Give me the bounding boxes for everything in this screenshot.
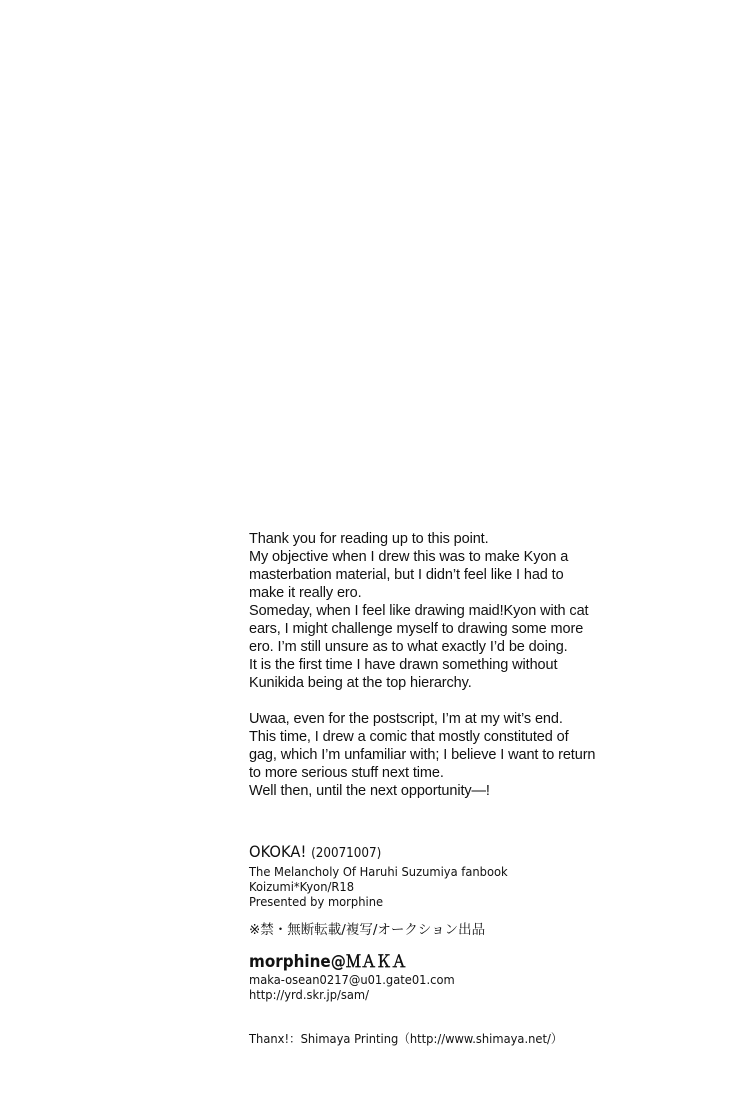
afterword-line: ero. I’m still unsure as to what exactly I’d be doing.: [249, 639, 568, 655]
colophon-title-line: [249, 842, 691, 864]
book-pairing: Koizumi*Kyon/R18: [249, 879, 355, 894]
publication-date: (20071007): [311, 846, 382, 861]
afterword-line: masterbation material, but I didn’t feel like I had to: [249, 567, 564, 583]
afterword-line: This time, I drew a comic that mostly constituted of: [249, 729, 569, 745]
afterword-paragraph-1: [249, 530, 729, 692]
contact-email: maka-osean0217@u01.gate01.com: [249, 972, 455, 987]
book-subtitle: The Melancholy Of Haruhi Suzumiya fanbook: [249, 864, 508, 879]
afterword-line: ears, I might challenge myself to drawing some more: [249, 621, 584, 637]
presented-by: Presented by morphine: [249, 894, 384, 909]
afterword-paragraph-2: [249, 710, 729, 800]
reprint-prohibition-notice: ※禁・無断転載/複写/オークション出品: [249, 922, 486, 938]
afterword-line: Kunikida being at the top hierarchy.: [249, 675, 472, 691]
afterword: [249, 530, 729, 800]
afterword-line: make it really ero.: [249, 585, 362, 601]
circle-name: morphine@ＭＡＫＡ: [249, 952, 407, 971]
afterword-line: gag, which I’m unfamiliar with; I believe I want to return: [249, 747, 596, 763]
contact-info: [249, 952, 455, 1002]
paragraph-gap: [249, 692, 729, 710]
afterword-line: It is the first time I have drawn something without: [249, 657, 558, 673]
colophon: [249, 842, 691, 909]
afterword-line: Someday, when I feel like drawing maid!Kyon with cat: [249, 603, 589, 619]
afterword-line: Well then, until the next opportunity—!: [249, 783, 490, 799]
afterword-line: My objective when I drew this was to make Kyon a: [249, 549, 569, 565]
afterword-line: Thank you for reading up to this point.: [249, 531, 489, 547]
afterword-line: Uwaa, even for the postscript, I’m at my wit’s end.: [249, 711, 563, 727]
afterword-line: to more serious stuff next time.: [249, 765, 444, 781]
printer-thanks: Thanx!：Shimaya Printing（http://www.shimaya.net/）: [249, 1031, 563, 1046]
contact-url: http://yrd.skr.jp/sam/: [249, 987, 369, 1002]
book-title: OKOKA!: [249, 842, 307, 861]
